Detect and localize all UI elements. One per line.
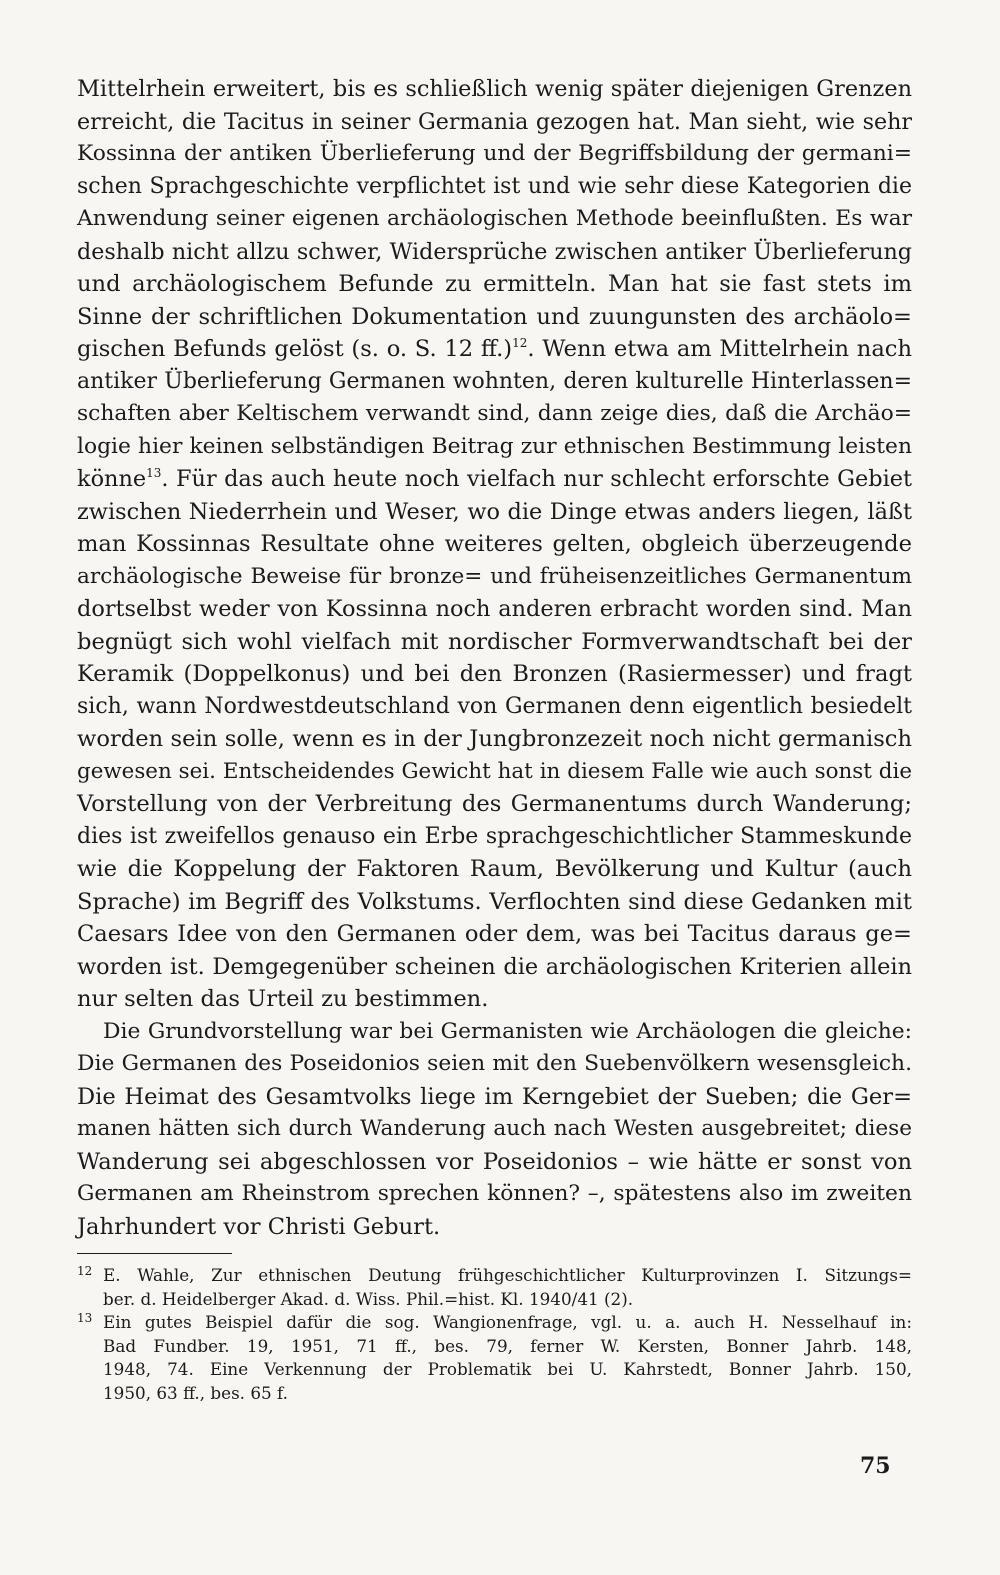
text-line: deshalb nicht allzu schwer, Widersprüche zwischen antiker Überlieferung	[77, 238, 912, 265]
text-line: sich, wann Nordwestdeutschland von Germanen denn eigentlich besiedelt	[77, 693, 912, 719]
text-line: schaften aber Keltischem verwandt sind, dann zeige dies, daß die Archäo=	[77, 401, 912, 426]
text-line: wie die Koppelung der Faktoren Raum, Bevölkerung und Kultur (auch	[77, 856, 912, 882]
text-line: dortselbst weder von Kossinna noch anderen erbracht worden sind. Man	[77, 596, 912, 622]
text-line: Vorstellung von der Verbreitung des Germanentums durch Wanderung;	[77, 791, 912, 817]
footnote-reference[interactable]: 12	[512, 336, 528, 350]
text-line: Germanen am Rheinstrom sprechen können? –, spätestens also im zweiten	[77, 1181, 912, 1206]
text-line	[77, 333, 912, 366]
text-fragment: könne	[77, 466, 147, 492]
text-line: Sinne der schriftlichen Dokumentation und zuungunsten des archäolo=	[77, 303, 912, 330]
footnote-number: 13	[77, 1311, 93, 1325]
footnote	[77, 1311, 912, 1405]
text-line: worden sein solle, wenn es in der Jungbronzezeit noch nicht germanisch	[77, 726, 912, 752]
footnote-divider	[77, 1253, 232, 1254]
text-line: erreicht, die Tacitus in seiner Germania gezogen hat. Man sieht, wie sehr	[77, 108, 912, 135]
footnote-line: Ein gutes Beispiel dafür die sog. Wangionenfrage, vgl. u. a. auch H. Nesselhauf in:	[103, 1312, 912, 1332]
text-line: antiker Überlieferung Germanen wohnten, deren kulturelle Hinterlassen=	[77, 368, 912, 394]
page-number: 75	[860, 1453, 891, 1479]
footnote-line: 1950, 63 ff., bes. 65 f.	[103, 1382, 288, 1403]
text-line: nur selten das Urteil zu bestimmen.	[77, 986, 489, 1012]
text-line: Jahrhundert vor Christi Geburt.	[77, 1213, 441, 1240]
text-line: manen hätten sich durch Wanderung auch nach Westen ausgebreitet; diese	[77, 1116, 912, 1141]
text-line: Mittelrhein erweitert, bis es schließlich wenig später diejenigen Grenzen	[77, 76, 912, 102]
footnote-line: E. Wahle, Zur ethnischen Deutung frühgeschichtlicher Kulturprovinzen I. Sitzungs=	[103, 1265, 912, 1285]
text-line: Keramik (Doppelkonus) und bei den Bronzen (Rasiermesser) und fragt	[77, 661, 912, 687]
footnotes	[77, 1264, 912, 1405]
text-line	[77, 463, 912, 496]
text-line: logie hier keinen selbständigen Beitrag zur ethnischen Bestimmung leisten	[77, 433, 912, 459]
text-line: archäologische Beweise für bronze= und früheisenzeitliches Germanentum	[77, 563, 912, 589]
footnote-number: 12	[77, 1264, 93, 1278]
text-line: Die Grundvorstellung war bei Germanisten wie Archäologen die gleiche:	[103, 1018, 912, 1044]
text-line: man Kossinnas Resultate ohne weiteres gelten, obgleich überzeugende	[77, 531, 912, 557]
text-line: Die Germanen des Poseidonios seien mit den Suebenvölkern wesensgleich.	[77, 1051, 912, 1076]
text-line: worden ist. Demgegenüber scheinen die archäologischen Kriterien allein	[77, 953, 912, 980]
text-line: Caesars Idee von den Germanen oder dem, was bei Tacitus daraus ge=	[77, 921, 912, 947]
text-line: Sprache) im Begriff des Volkstums. Verflochten sind diese Gedanken mit	[77, 888, 912, 915]
text-line: Wanderung sei abgeschlossen vor Poseidonios – wie hätte er sonst von	[77, 1148, 912, 1175]
text-line: und archäologischem Befunde zu ermitteln. Man hat sie fast stets im	[77, 271, 912, 297]
body-text	[77, 73, 912, 1243]
text-fragment: . Wenn etwa am Mittelrhein nach	[527, 336, 912, 362]
footnote-line: ber. d. Heidelberger Akad. d. Wiss. Phil.=hist. Kl. 1940/41 (2).	[103, 1288, 634, 1309]
footnote-line: Bad Fundber. 19, 1951, 71 ff., bes. 79, ferner W. Kersten, Bonner Jahrb. 148,	[103, 1335, 912, 1356]
text-line: schen Sprachgeschichte verpflichtet ist und wie sehr diese Kategorien die	[77, 173, 912, 199]
footnote	[77, 1264, 912, 1311]
text-fragment: . Für das auch heute noch vielfach nur schlecht erforschte Gebiet	[161, 466, 912, 492]
text-line: zwischen Niederrhein und Weser, wo die Dinge etwas anders liegen, läßt	[77, 498, 912, 525]
text-line: dies ist zweifellos genauso ein Erbe sprachgeschichtlicher Stammeskunde	[77, 823, 912, 849]
text-line: Die Heimat des Gesamtvolks liege im Kerngebiet der Sueben; die Ger=	[77, 1083, 912, 1110]
text-line: begnügt sich wohl vielfach mit nordischer Formverwandtschaft bei der	[77, 628, 912, 655]
text-line: Anwendung seiner eigenen archäologischen Methode beeinflußten. Es war	[77, 206, 912, 231]
footnote-line: 1948, 74. Eine Verkennung der Problematik bei U. Kahrstedt, Bonner Jahrb. 150,	[103, 1359, 912, 1379]
text-line: gewesen sei. Entscheidendes Gewicht hat in diesem Falle wie auch sonst die	[77, 758, 912, 784]
text-fragment: gischen Befunds gelöst (s. o. S. 12 ff.)	[77, 336, 513, 362]
text-line: Kossinna der antiken Überlieferung und der Begriffsbildung der germani=	[77, 141, 912, 166]
footnote-reference[interactable]: 13	[146, 466, 162, 480]
